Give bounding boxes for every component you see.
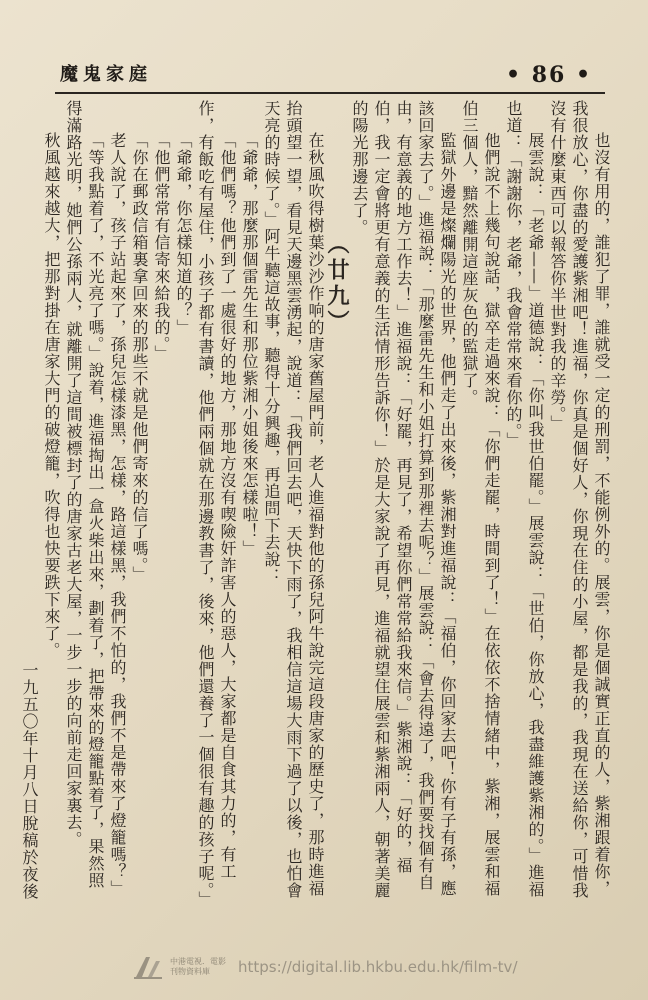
dateline: 一九五〇年十月八日脫稿於夜後 xyxy=(20,662,39,900)
vertical-text-body xyxy=(18,100,612,908)
paragraph: 在秋風吹得樹葉沙沙作响的唐家舊屋門前，老人進福對他的孫兒阿牛說完這段唐家的歷史了，那時進福抬頭望一望，看見天邊黑雲湧起，說道：「我們回去吧，天快下雨了，我相信這場大雨下過了以後，也怕會天亮的時候了。」阿牛聽這故事，聽得十分興趣，再追問下去說： xyxy=(262,100,325,899)
header-rule xyxy=(55,92,605,94)
watermark-org-line1: 中港電視．電影 xyxy=(170,957,226,966)
paragraph: 「你在郵政信箱裏拿回來的那些不就是他們寄來的信了嗎。」 xyxy=(130,132,149,583)
paragraph: 展雲說：「老爺——」道德說：「你叫我世伯罷。」展雲說：「世伯，你放心，我盡維護紫湘的。」進福也道：「謝謝你，老爺，我會常常來看你的。」 xyxy=(504,100,545,898)
paragraph: 「爺爺，那麼那個雷先生和那位紫湘小姐後來怎樣啦！」 xyxy=(240,132,259,557)
running-title: 魔鬼家庭 xyxy=(60,64,152,85)
watermark-org-line2: 刊物資料庫 xyxy=(170,967,210,976)
paragraph: 秋風越來越大，把那對掛在唐家大門的破燈籠，吹得也快要跌下來了。 xyxy=(42,132,61,659)
watermark-org xyxy=(170,957,226,977)
paragraph: 「爺爺，你怎樣知道的？」 xyxy=(174,132,193,336)
paragraph: 「他們常常有信寄來給我的。」 xyxy=(152,132,171,362)
paragraph: 他們說不上幾句說話，獄卒走過來說：「你們走罷，時間到了！」在依依不捨情緒中，紫湘，展雲和福伯三個人，黯然離開這座灰色的監獄了。 xyxy=(460,100,501,897)
watermark-url[interactable]: https://digital.lib.hkbu.edu.hk/film-tv/ xyxy=(238,958,518,976)
archive-logo-icon xyxy=(132,953,164,981)
paragraph: 監獄外邊是燦爛陽光的世界，他們走了出來後，紫湘對進福說：「福伯，你回家去吧！你有子有孫，應該回家去了。」進福說：「那麼雷先生和小姐打算到那裡去呢？」展雲說：「會去得遠了，我們要找個有自由，有意義的地方工作去！」進福說：「好罷，再見了，希望你們常常給我來信。」紫湘說：「好的，福伯，我一定會將更有意義的生活情形告訴你！」於是大家說了再見，進福就望住展雲和紫湘兩人，朝著美麗的陽光那邊去了。 xyxy=(350,100,457,899)
page-number: • 86 • xyxy=(506,62,593,88)
paragraph: 老人說了，孩子站起來了，孫兒怎樣漆黑，怎樣，路這樣黑，我們不怕的，我們不是帶來了燈籠嗎？」 xyxy=(108,132,127,897)
watermark xyxy=(132,953,518,981)
paragraph: 「等我點着了，不光亮了嗎。」說着，進福掏出一盒火柴出來，劃着了，把帶來的燈籠點着了，果然照得滿路光明，她們公孫兩人，就離開了這間被標封了的唐家古老大屋，一步一步的向前走回家裏去。 xyxy=(64,100,105,889)
paragraph: 也沒有用的，誰犯了罪，誰就受一定的刑罰，不能例外的。展雲，你是個誠實正直的人，紫湘跟着你，我很放心，你盡的愛護紫湘吧！進福，你真是個好人，你現在住的小屋，都是我的，我現在送給你，可惜我沒有什麼東西可以報答你半世對我的辛勞。」 xyxy=(548,100,611,899)
chapter-heading: （廿九） xyxy=(324,232,350,336)
paragraph: 「他們嗎？他們到了一處很好的地方，那地方沒有喫險奸詐害人的惡人，大家都是自食其力的，有工作，有飯吃有屋住，小孩子都有書讀，他們兩個就在那邊教書了，後來，他們還養了一個很有趣的孩子呢。」 xyxy=(196,100,237,908)
